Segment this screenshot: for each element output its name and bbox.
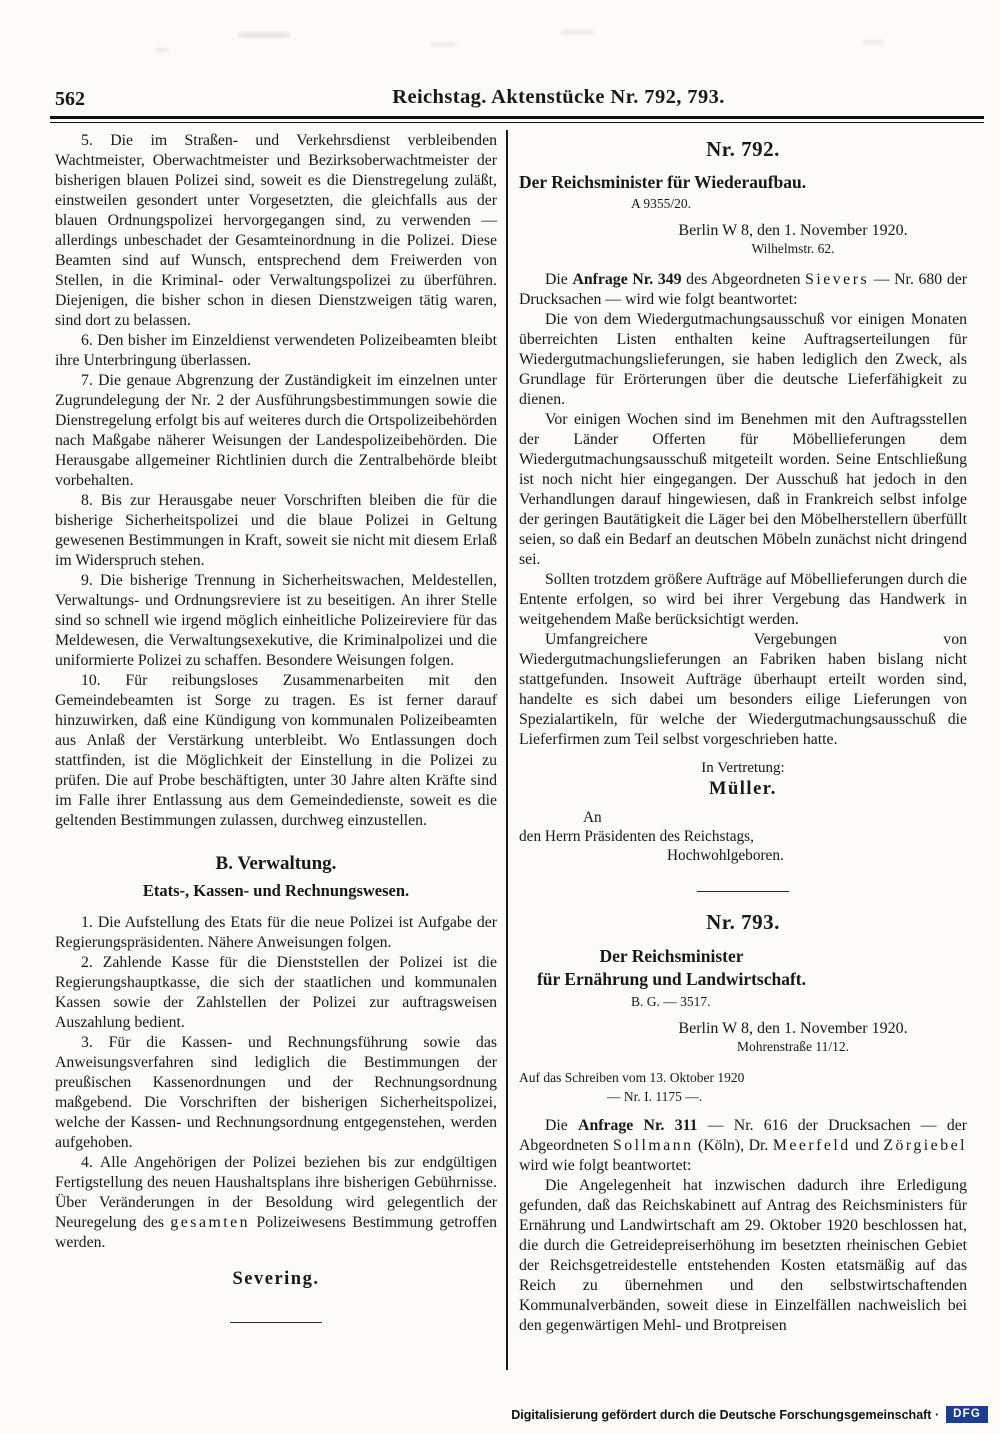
doc-792-signature-prefix: In Vertretung: <box>701 760 785 776</box>
page-number: 562 <box>55 88 85 110</box>
paragraph-5: 5. Die im Straßen- und Verkehrsdienst verbleibenden Wachtmeister, Oberwachtmeister und Bezirksoberwachtmeister der bisherigen blauen Polizei sind, soweit es die Dienstregelung zuläßt, einstweilen gesondert unter Vorgesetzten, die gleichfalls aus der blauen Ordnungspolizei hervorgegangen sind, zu verwenden — allerdings unbeschadet der Gesamteinordnung in die Polizei. Diese Beamten sind auf Wunsch, entsprechend dem Freiwerden von Stellen, in die Kriminal- oder Verwaltungspolizei zu überführen. Diejenigen, die bisher schon in diesen Dienstzweigen tätig waren, sind dort zu belassen. <box>55 132 497 329</box>
recipient-line: Hochwohlgeboren. <box>667 847 784 864</box>
paragraph-10: 10. Für reibungsloses Zusammenarbeiten mit den Gemeindebeamten ist Sorge zu tragen. Es ist ferner darauf hinzuwirken, daß eine Kündigung von kommunalen Polizeibeamten aus Anlaß der Verstärkung unterbleibt. Wo Entlassungen doch stattfinden, ist die Möglichkeit der Einstellung in die Polizei zu prüfen. Die auf Probe beschäftigten, unter 30 Jahre alten Kräfte sind im Falle ihrer Entlassung aus dem Gemeindedienste, soweit es die geltenden Bestimmungen zulassen, durchweg einzustellen. <box>55 672 497 829</box>
doc-792-dateline-block <box>623 222 963 257</box>
document-792 <box>519 137 967 892</box>
doc-793-body: Die Angelegenheit hat inzwischen dadurch ihre Erledigung gefunden, daß das Reichskabinett auf Antrag des Reichsministers für Ernährung und Landwirtschaft am 29. Oktober 1920 beschlossen hat, die durch die Getreidepreiserhöhung im besetzten rheinischen Gebiet der Reichsgetreidestelle entstehenden Kosten etatsmäßig auf das Reich zu übernehmen und den selbstwirtschaftenden Kommunalverbänden, soweit diese in Einzelfällen nachweislich bei den gegenwärtigen Mehl- und Brotpreisen <box>519 1177 967 1334</box>
section-heading: B. Verwaltung. <box>215 853 337 874</box>
scan-noise <box>238 32 290 38</box>
doc-792-recipient-block <box>519 808 967 865</box>
dfg-logo: DFG <box>946 1406 988 1423</box>
doc-793-sender-line1: Der Reichsminister <box>599 946 744 966</box>
doc-792-paragraph-3: Sollten trotzdem größere Aufträge auf Möbellieferungen durch die Entente erfolgen, so wird bei ihrer Vergebung das Handwerk in weitgehendem Maße berücksichtigt werden. <box>519 571 967 628</box>
digitization-footer <box>511 1406 988 1423</box>
header-rule-thick <box>50 116 984 119</box>
section-paragraph-3: 3. Für die Kassen- und Rechnungsführung sowie das Anweisungsverfahren sind lediglich die Bestimmungen der preußischen Kassenordnungen und der Rechnungsordnung maßgebend. Die Vorschriften der bisherigen Sicherheitspolizei, welche der Kassen- und Rechnungsordnung entgegenstehen, werden aufgehoben. <box>55 1034 497 1151</box>
ref-note-line1: Auf das Schreiben vom 13. Oktober 1920 <box>519 1070 745 1085</box>
paragraph-9: 9. Die bisherige Trennung in Sicherheitswachen, Meldestellen, Verwaltungs- und Ordnungsreviere ist zu beseitigen. An ihrer Stelle sind so schnell wie irgend möglich einheitliche Polizeireviere für das Meldewesen, die Verwaltungsexekutive, die Kriminalpolizei und die uniformierte Polizei zu schaffen. Besondere Weisungen folgen. <box>55 572 497 669</box>
section-end-rule <box>230 1322 322 1323</box>
doc-792-number: Nr. 792. <box>706 137 780 161</box>
signature-severing: Severing. <box>232 1269 320 1289</box>
paragraph-8: 8. Bis zur Herausgabe neuer Vorschriften bleiben die für die bisherige Sicherheitspolizei und die blaue Polizei in Geltung gewesenen Bestimmungen in Kraft, soweit sie nicht mit diesem Erlaß im Widerspruch stehen. <box>55 492 497 569</box>
doc-separator-rule <box>697 891 789 892</box>
recipient-line: den Herrn Präsidenten des Reichstags, <box>519 828 754 845</box>
doc-793-dateline: Berlin W 8, den 1. November 1920. <box>678 1020 908 1037</box>
doc-792-signature-mueller: Müller. <box>709 779 777 799</box>
doc-792-paragraph-1: Die von dem Wiedergutmachungsausschuß vor einigen Monaten überreichten Listen enthalten keine Auftragserteilungen für Wiedergutmachungslieferungen, sie haben lediglich den Zweck, als Grundlage für Erörterungen über die deutsche Lieferfähigkeit zu dienen. <box>519 311 967 408</box>
scan-noise <box>430 42 456 47</box>
scan-noise <box>862 40 884 45</box>
doc-793-address: Mohrenstraße 11/12. <box>737 1039 849 1054</box>
page-header-title: Reichstag. Aktenstücke Nr. 792, 793. <box>392 86 725 108</box>
doc-793-sender <box>519 945 824 991</box>
doc-792-paragraph-4: Umfangreichere Vergebungen von Wiedergutmachungslieferungen an Fabriken haben bislang nicht stattgefunden. Insoweit Aufträge überhaupt erteilt worden sind, handelte es sich dabei um besonders eilige Lieferungen von Spezialartikeln, für welche der Wiedergutmachungsausschuß die Lieferfirmen zum Teil selbst vorgeschrieben hatte. <box>519 631 967 748</box>
doc-793-reference: B. G. — 3517. <box>631 994 711 1009</box>
left-column <box>55 131 497 1336</box>
digitization-credit: Digitalisierung gefördert durch die Deutsche Forschungsgemeinschaft · <box>511 1407 940 1422</box>
doc-793-ref-note <box>519 1068 967 1106</box>
section-paragraph-2: 2. Zahlende Kasse für die Dienststellen der Polizei ist die Regierungshauptkasse, die sich der staatlichen und kommunalen Kassen sowie der Zahlstellen der Polizei zur auftragsweisen Auszahlung bedient. <box>55 954 497 1031</box>
doc-793-number: Nr. 793. <box>706 910 780 934</box>
right-column <box>519 131 967 1336</box>
page-header <box>55 86 972 114</box>
ref-note-line2: — Nr. I. 1175 —. <box>607 1089 703 1104</box>
doc-792-reference: A 9355/20. <box>631 196 692 211</box>
section-paragraph-4: 4. Alle Angehörigen der Polizei beziehen bis zur endgültigen Fertigstellung des neuen Haushaltsplans ihre bisherigen Gebührnisse. Über Veränderungen in der Besoldung wird gelegentlich der Neuregelung des gesamten Polizeiwesens Bestimmung getroffen werden. <box>55 1154 497 1251</box>
paragraph-7: 7. Die genaue Abgrenzung der Zuständigkeit im einzelnen unter Zugrundelegung der Nr. 2 der Ausführungsbestimmungen sowie die Dienstregelung erfolgt bis auf weiteres durch die Ortspolizeibehörden nach Maßgabe näherer Weisungen der Landespolizeibehörden. Die Herausgabe allgemeiner Richtlinien durch die Zentralbehörde bleibt vorbehalten. <box>55 372 497 489</box>
scan-noise <box>560 30 594 35</box>
header-rule-thin <box>50 122 984 123</box>
doc-792-dateline: Berlin W 8, den 1. November 1920. <box>678 222 908 239</box>
section-subheading: Etats-, Kassen- und Rechnungswesen. <box>142 881 410 900</box>
doc-793-dateline-block <box>623 1020 963 1055</box>
page-body <box>55 131 967 1336</box>
doc-793-intro: Die Anfrage Nr. 311 — Nr. 616 der Drucksachen — der Abgeordneten Sollmann (Köln), Dr. Meerfeld und Zörgiebel wird wie folgt beantwortet: <box>519 1117 967 1174</box>
section-paragraph-1: 1. Die Aufstellung des Etats für die neue Polizei ist Aufgabe der Regierungspräsidenten. Nähere Anweisungen folgen. <box>55 914 497 951</box>
doc-792-address: Wilhelmstr. 62. <box>751 241 835 256</box>
doc-792-paragraph-2: Vor einigen Wochen sind im Benehmen mit den Auftragsstellen der Länder Offerten für Möbellieferungen dem Wiedergutmachungsausschuß mitgeteilt worden. Seine Entschließung ist noch nicht hier eingegangen. Der Ausschuß hat jedoch in den Verhandlungen darauf hingewiesen, daß in Frankreich selbst infolge der geringen Bautätigkeit die Läger bei den Möbelherstellern überfüllt seien, so daß ein Bedarf an deutschen Möbeln zunächst nicht dringend sei. <box>519 411 967 568</box>
scan-noise <box>155 48 169 52</box>
document-793 <box>519 910 967 1336</box>
doc-792-sender: Der Reichsminister für Wiederaufbau. <box>519 172 807 192</box>
recipient-line: An <box>583 809 602 826</box>
doc-792-intro: Die Anfrage Nr. 349 des Abgeordneten Sievers — Nr. 680 der Drucksachen — wird wie folgt beantwortet: <box>519 271 967 308</box>
doc-793-sender-line2: für Ernährung und Landwirtschaft. <box>536 969 807 989</box>
paragraph-6: 6. Den bisher im Einzeldienst verwendeten Polizeibeamten bleibt ihre Unterbringung überlassen. <box>55 332 497 369</box>
